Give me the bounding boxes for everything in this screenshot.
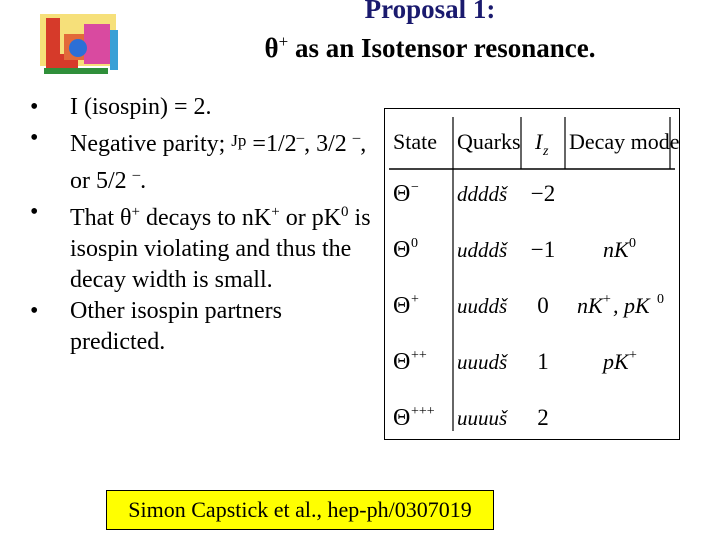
state-symbol: Θ bbox=[393, 237, 411, 263]
citation-box: Simon Capstick et al., hep-ph/0307019 bbox=[106, 490, 494, 530]
title-line-2-text: as an Isotensor resonance. bbox=[288, 33, 596, 63]
title-line-1: Proposal 1: bbox=[364, 0, 496, 24]
decay-mode: nK bbox=[577, 293, 603, 318]
decay-mode-charge: + bbox=[603, 292, 611, 307]
bullet-partners: • Other isospin partners predicted. bbox=[28, 296, 373, 358]
quark-content: ddddš bbox=[457, 182, 508, 206]
iz-value: 1 bbox=[537, 349, 549, 374]
state-charge: ++ bbox=[411, 348, 427, 363]
lepp-logo-icon bbox=[38, 10, 124, 80]
title-line-2: θ+ as an Isotensor resonance. bbox=[264, 32, 596, 63]
state-symbol: Θ bbox=[393, 293, 411, 319]
decay-mode: pK bbox=[603, 349, 629, 374]
state-charge: 0 bbox=[411, 236, 418, 251]
decay-mode-charge: 0 bbox=[629, 236, 636, 251]
iz-value: 2 bbox=[537, 405, 549, 430]
header-z: z bbox=[543, 144, 549, 159]
header-state: State bbox=[393, 129, 437, 154]
iz-value: −1 bbox=[530, 237, 556, 262]
theta-symbol: θ bbox=[264, 33, 279, 63]
isospin-table-svg bbox=[385, 109, 679, 439]
decay-mode-2: , pK bbox=[613, 293, 650, 318]
isospin-table bbox=[384, 108, 680, 440]
state-charge: + bbox=[411, 292, 419, 307]
state-charge: +++ bbox=[411, 404, 435, 419]
quark-content: uuudš bbox=[457, 350, 508, 374]
bullet-list bbox=[28, 92, 373, 358]
header-quarks: Quarks bbox=[457, 129, 521, 154]
iz-value: 0 bbox=[537, 293, 549, 318]
quark-content: uuddš bbox=[457, 294, 508, 318]
header-i: I bbox=[535, 129, 543, 154]
decay-mode: nK bbox=[603, 237, 629, 262]
header-decay-modes: Decay modes bbox=[569, 129, 679, 154]
iz-value: −2 bbox=[530, 181, 556, 206]
decay-mode-charge: + bbox=[629, 348, 637, 363]
bullet-decay: • That θ+ decays to nK+ or $pK^0$ is isospin violating and thus the decay width is small. bbox=[28, 197, 373, 296]
state-symbol: Θ bbox=[393, 405, 411, 431]
state-symbol: Θ bbox=[393, 349, 411, 375]
quark-content: udddš bbox=[457, 238, 508, 262]
quark-content: uuuuš bbox=[457, 406, 508, 430]
state-charge: − bbox=[411, 180, 419, 195]
bullet-parity: • Negative parity; $^{Jp}$ =1/2–, 3/2 –, or 5/2 –. bbox=[28, 123, 373, 197]
decay-mode-2-charge: 0 bbox=[657, 292, 664, 307]
state-symbol: Θ bbox=[393, 181, 411, 207]
bullet-isospin: • I (isospin) = 2. bbox=[28, 92, 373, 123]
